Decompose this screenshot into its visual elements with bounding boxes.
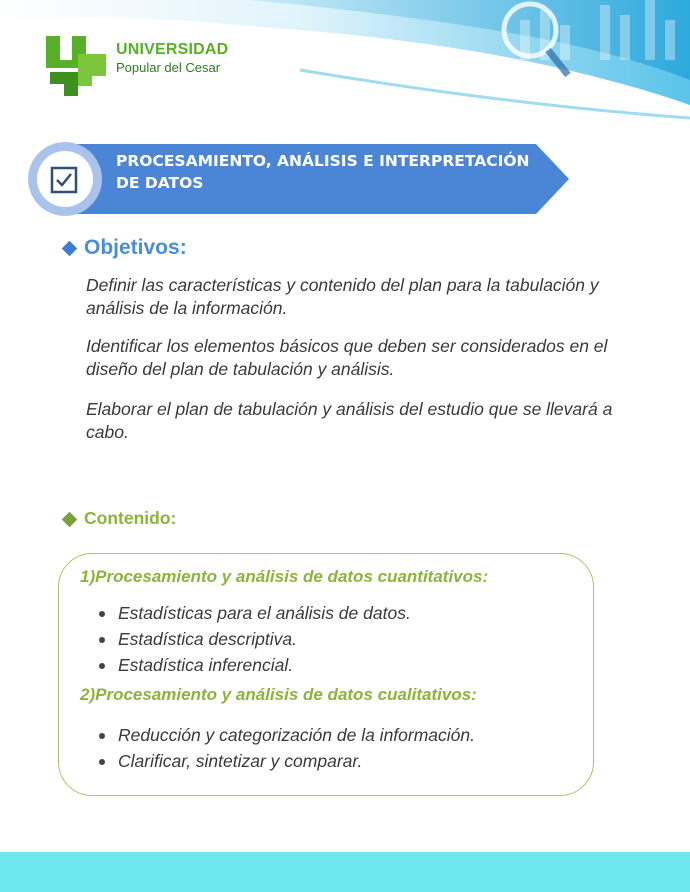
list-cuantitativos: [96, 600, 411, 678]
diamond-bullet-icon: [62, 241, 78, 257]
objetivo-item: Identificar los elementos básicos que deben ser considerados en el diseño del plan de tabulación y análisis.: [86, 336, 608, 379]
list-item: Reducción y categorización de la información.: [96, 722, 475, 748]
list-item: Estadísticas para el análisis de datos.: [96, 600, 411, 626]
checkbox-icon: [40, 156, 88, 204]
section-title-cuantitativos: 1)Procesamiento y análisis de datos cuantitativos:: [80, 567, 489, 586]
footer-bar: [0, 852, 690, 892]
objetivo-item: Definir las características y contenido del plan para la tabulación y análisis de la información.: [86, 275, 599, 318]
banner-title: PROCESAMIENTO, ANÁLISIS E INTERPRETACIÓN DE DATOS: [116, 152, 530, 192]
university-subtitle: Popular del Cesar: [116, 60, 221, 75]
university-logo: [42, 26, 110, 98]
diamond-bullet-icon: [62, 512, 78, 528]
objetivos-heading: Objetivos:: [84, 236, 187, 259]
list-item: Clarificar, sintetizar y comparar.: [96, 748, 475, 774]
section-title-cualitativos: 2)Procesamiento y análisis de datos cualitativos:: [80, 685, 477, 704]
list-cualitativos: [96, 722, 475, 774]
list-item: Estadística descriptiva.: [96, 626, 411, 652]
university-name: UNIVERSIDAD: [116, 41, 229, 58]
objetivo-item: Elaborar el plan de tabulación y análisis del estudio que se llevará a cabo.: [86, 399, 613, 442]
contenido-heading: Contenido:: [84, 508, 177, 528]
list-item: Estadística inferencial.: [96, 652, 411, 678]
